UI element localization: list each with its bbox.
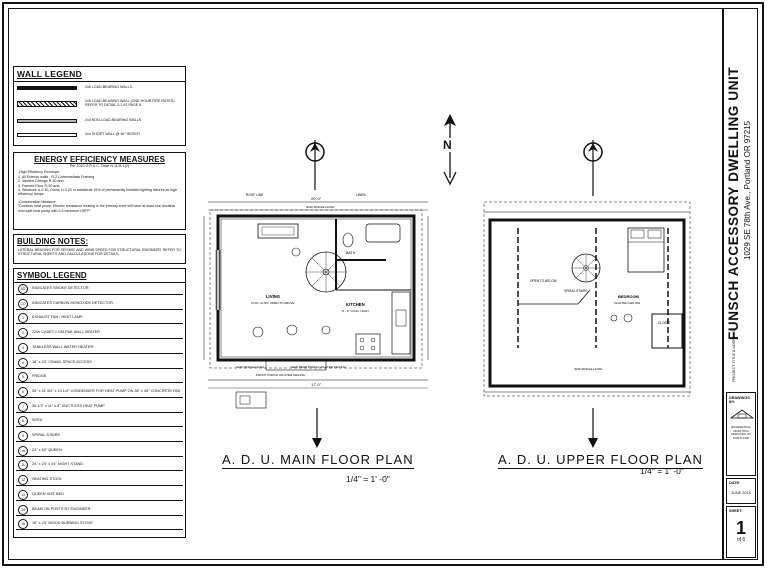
main-north-arrow (300, 132, 330, 192)
energy-subtitle: Per 2010 O.R.S.C. Table N 1101.1(2) (69, 164, 130, 168)
symbol-legend-row (16, 298, 183, 310)
date-label: DATE: (729, 481, 741, 485)
symbol-description: INDICATES CARBON MONOXIDE DETECTOR. (32, 300, 114, 305)
symbol-description: 24" x 60" QUEEN (32, 447, 62, 452)
symbol-code: 11 (18, 460, 28, 470)
sheet-label: SHEET: (729, 509, 743, 513)
wall-legend-text-2: 2x6 LOAD-BEARING WALL (ONE-HOUR FIRE RATED) REFER TO DETAIL 0-1 AT PAGE 6. (85, 99, 175, 108)
upper-bedroom-ceiling: VAULTED CEILING (614, 301, 641, 305)
upper-floor-plan (478, 198, 696, 408)
energy-body (14, 168, 185, 213)
upper-plan-scale: 1/4" = 1' -0" (640, 466, 684, 476)
symbol-code: 10 (18, 446, 28, 456)
firm-logo-icon (729, 408, 755, 420)
main-plan-scale: 1/4" = 1' -0" (346, 474, 390, 484)
symbol-legend-row (16, 489, 183, 501)
symbol-description: 24" x 24" x 24" NIGHT STAND (32, 462, 84, 467)
wall-legend-title: WALL LEGEND (14, 67, 185, 82)
symbol-legend-row (16, 459, 183, 471)
energy-line-5: 4. Windows U-0.30, Doors U-0.20 or additional 15% of permanently installed lighting fixtures as high efficiency lamps (18, 188, 178, 197)
date-box (726, 478, 756, 504)
energy-line-4: 3. Framed Floor R-30 and, (18, 183, 61, 188)
symbol-code: 4 (18, 358, 28, 368)
symbol-code: SD (18, 284, 28, 294)
symbol-legend-row (16, 371, 183, 383)
main-plan-title: A. D. U. MAIN FLOOR PLAN (222, 452, 414, 467)
symbol-code: CO (18, 299, 28, 309)
sheet-of: of 6 (736, 537, 746, 543)
symbol-legend-row (16, 386, 183, 398)
symbol-description: 18" x 24" CRAWL SPACE ACCESS (32, 359, 92, 364)
main-floor-plan (196, 180, 436, 420)
symbol-description: SEATING STOOL (32, 477, 63, 482)
energy-line-1: -High Efficiency Envelope: (18, 170, 60, 175)
symbol-legend-row (16, 342, 183, 354)
sheet-box (726, 506, 756, 558)
main-linen: LINEN (356, 193, 366, 197)
energy-line-6: -Conservation Measure: (18, 199, 57, 204)
project-address: 1029 SE 78th Ave., Portland OR 97215 (743, 120, 752, 260)
main-dim-bottom: 17'-0" (311, 382, 322, 387)
symbol-description: 220v CADET COM-PAK WALL HEATER (32, 330, 100, 335)
wall-legend-row-3 (17, 116, 182, 125)
symbol-code: 5 (18, 372, 28, 382)
symbol-description: FRIDGE (32, 374, 47, 379)
symbol-code: 2 (18, 328, 28, 338)
date-value: JUNE 2018 (731, 491, 751, 495)
upper-section-arrow-bottom (586, 408, 600, 448)
energy-line-7: "Ductless heat pump: Electric resistance heating in the primary zone will have at least one ductless mini-split heat pump with 2.5 minimum HSPF" (18, 204, 176, 213)
wall-legend-row-4 (17, 130, 182, 139)
main-living-label: LIVING (266, 294, 280, 299)
main-porch-label: NEW REAR PORCH VAULTED CEILING (291, 365, 346, 369)
upper-north-arrow (578, 132, 608, 198)
symbol-code: 13 (18, 490, 28, 500)
wall-legend-row-1 (17, 83, 182, 92)
upper-open-below: OPEN TO BELOW (530, 279, 557, 283)
symbol-code: 12 (18, 475, 28, 485)
symbol-legend-row (16, 283, 183, 295)
drawings-by-label: DRAWINGS BY: (729, 396, 750, 404)
energy-title: ENERGY EFFICIENCY MEASURES (34, 155, 165, 164)
main-section-arrow-bottom (310, 408, 324, 448)
main-living-ceiling: VLTD. CLNG. OPEN TO ABOVE (251, 301, 295, 305)
symbol-legend-list (14, 283, 185, 537)
symbol-description: SPIRAL STAIRS (32, 433, 60, 437)
symbol-description: QUEEN SIZE BED (32, 491, 64, 496)
building-notes (13, 234, 186, 264)
upper-spiral-label: SPIRAL STAIRS (564, 289, 588, 293)
symbol-code: 8 (18, 416, 28, 426)
title-block-note: PROJECT TITLE & ADDRESS (732, 330, 736, 382)
main-roof-line: ROOF LINE (246, 193, 264, 197)
symbol-description: 35 1/2" x 11" x 8" DUCTLESS HEAT PUMP (32, 403, 105, 408)
symbol-code: 1 (18, 313, 28, 323)
symbol-legend-row (16, 357, 183, 369)
main-front-porch: FRONT PORCH VAULTED CEILING (256, 373, 306, 377)
symbol-legend-row (16, 430, 183, 442)
energy-line-3: 2. Vaulted Ceilings R-30 and, (18, 179, 65, 184)
firm-name: RESIDENTIAL DRAFTING SERVICES OF PORTLAND (730, 425, 752, 440)
symbol-description: BEAM ON POSTS BY ENGINEER (32, 506, 91, 511)
building-notes-text: LATERAL BRACING FOR SEISMIC AND WIND SPEED FOR STRUCTURAL ENGINEER, REFER TO STRUCTURAL SHEETS AND CALCULATIONS FOR DETAILS. (18, 248, 181, 257)
north-label: N (443, 138, 452, 152)
symbol-description: TANKLESS WALL WATER HEATER (32, 344, 94, 349)
wall-legend-text-4: 2x4 SHORT WALL @ 36" HEIGHT (85, 132, 141, 136)
main-window-top: 4040 SINGLE-HUNG (306, 205, 335, 209)
symbol-code: 7 (18, 402, 28, 412)
main-kitchen-label: KITCHEN (346, 302, 365, 307)
symbol-legend-row (16, 415, 183, 427)
symbol-legend-row (16, 327, 183, 339)
wall-legend-text-1: 2x6 LOAD-BEARING WALLS. (85, 85, 133, 89)
symbol-description: INDICATES SMOKE DETECTOR (32, 286, 89, 290)
symbol-legend-row (16, 474, 183, 486)
main-bath-label: BATH (346, 251, 356, 255)
symbol-description: EXHAUST FAN / HEAT LAMP (32, 315, 83, 320)
wall-legend-text-3: 2x4 NON-LOAD-BEARING WALLS (85, 118, 142, 122)
building-notes-title: BUILDING NOTES: (17, 237, 89, 246)
symbol-legend-row (16, 445, 183, 457)
main-kitchen-ceiling: 8' - 0" CLNG. HGHT. (342, 309, 370, 313)
project-title: FUNSCH ACCESSORY DWELLING UNIT (726, 66, 741, 340)
main-window-bottom: 3040 SINGLE-HUNG (236, 365, 265, 369)
wall-legend (13, 66, 186, 146)
symbol-legend (13, 268, 186, 538)
symbol-code: 6 (18, 387, 28, 397)
symbol-description: 16" x 24" WOOD BURNING STOVE (32, 521, 93, 526)
symbol-legend-row (16, 518, 183, 530)
energy-line-2: 1. All Exterior walls - R-21 Intermediate Framing (18, 174, 95, 179)
symbol-legend-row (16, 401, 183, 413)
sheet-number: 1 (735, 518, 746, 538)
upper-plan-title: A. D. U. UPPER FLOOR PLAN (498, 452, 703, 467)
symbol-description: SOFA (32, 418, 43, 423)
drawings-by-box (726, 392, 756, 476)
symbol-legend-title: SYMBOL LEGEND (14, 269, 185, 283)
upper-closet-label: CLOSET (658, 321, 671, 325)
energy-measures (13, 152, 186, 230)
upper-bedroom-label: BEDROOM (618, 294, 639, 299)
symbol-description: 30" x 21 3/4" x 10 1/4" CONDENSER FOR HEAT PUMP ON 36" x 28" CONCRETE PAD (32, 388, 181, 393)
symbol-legend-row (16, 312, 183, 324)
symbol-legend-row (16, 504, 183, 516)
wall-legend-row-2 (17, 98, 182, 111)
symbol-code: 3 (18, 343, 28, 353)
symbol-code: 9 (18, 431, 28, 441)
upper-window-bottom: 4040 SINGLE-HUNG (574, 367, 603, 371)
symbol-code: 14 (18, 505, 28, 515)
main-dim-top: 20'-0" (311, 196, 322, 201)
symbol-code: 15 (18, 519, 28, 529)
